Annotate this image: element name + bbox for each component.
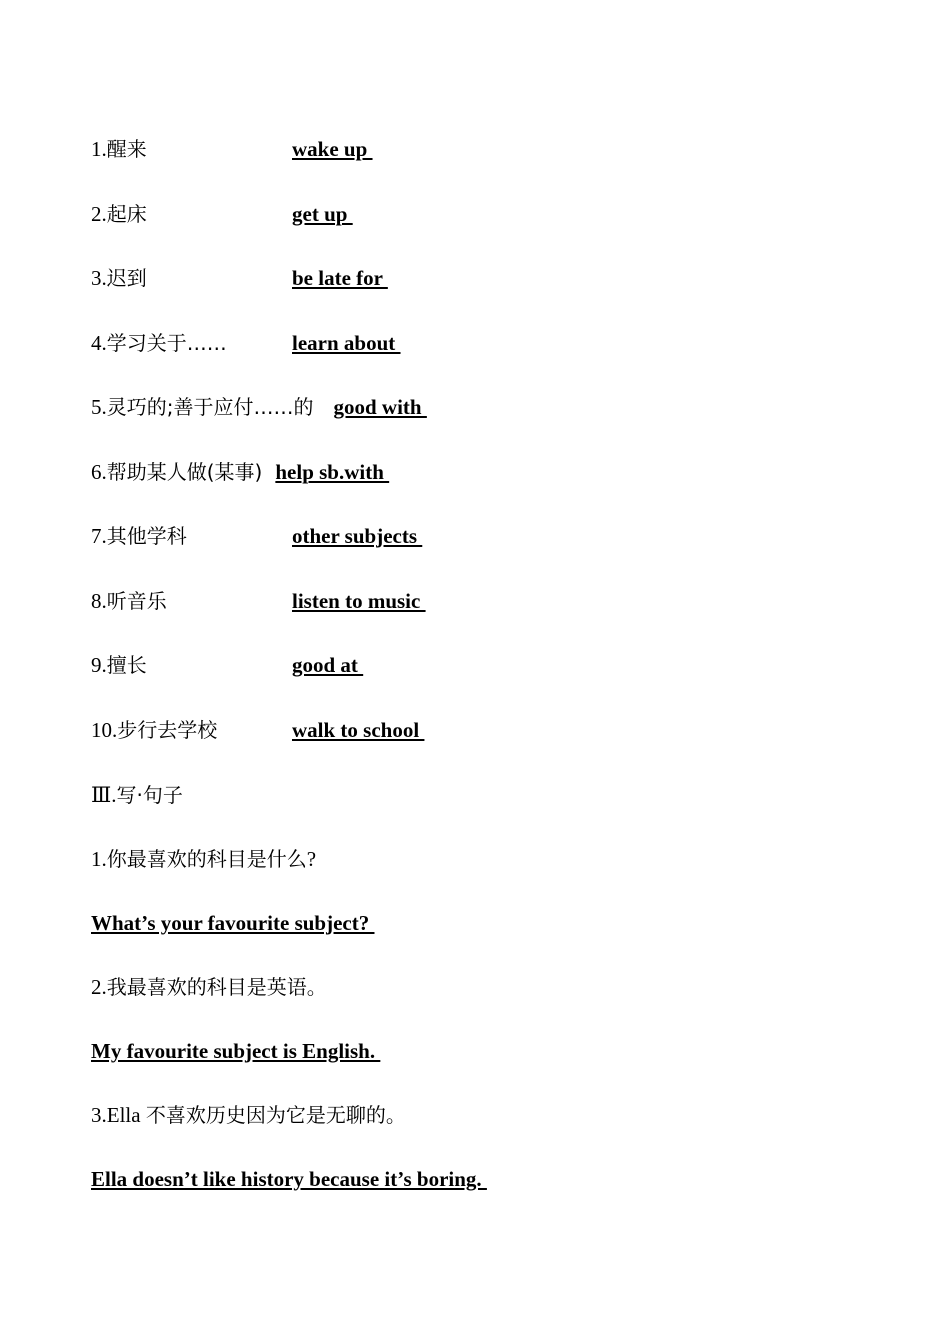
sentence-punctuation: ? <box>306 847 317 871</box>
phrase-answer: good with <box>333 395 427 419</box>
phrase-chinese <box>91 257 292 299</box>
phrase-chinese-text: 帮助某人做(某事) <box>106 459 263 484</box>
phrase-row <box>91 515 891 580</box>
phrase-chinese-text: 学习关于…… <box>106 330 227 355</box>
phrase-row <box>91 193 891 258</box>
phrase-number: 7. <box>91 524 107 548</box>
phrase-row <box>91 386 891 451</box>
section-number: Ⅲ. <box>91 783 117 807</box>
phrase-row <box>91 257 891 322</box>
phrase-chinese-text: 起床 <box>106 201 147 226</box>
sentence-chinese: 不喜欢历史因为它是无聊的。 <box>145 1103 406 1127</box>
sentence-answer: My favourite subject is English. <box>91 1039 381 1063</box>
phrase-answer: be late for <box>292 266 388 290</box>
phrase-chinese <box>91 322 292 364</box>
phrase-chinese <box>91 515 292 557</box>
section-heading <box>91 774 911 838</box>
section-title: 写·句子 <box>116 783 183 807</box>
phrase-number: 3. <box>91 266 107 290</box>
phrase-chinese <box>91 644 292 686</box>
phrase-answer: get up <box>292 201 353 226</box>
sentence-prompt <box>91 1094 911 1158</box>
phrase-chinese-text: 听音乐 <box>106 588 167 613</box>
phrase-answer: listen to music <box>292 588 426 613</box>
phrase-answer: wake up <box>292 137 373 161</box>
phrase-chinese-text: 其他学科 <box>106 524 187 548</box>
sentence-number: 1. <box>91 847 107 871</box>
phrase-chinese-text: 擅长 <box>106 653 147 677</box>
phrase-chinese-text: 醒来 <box>106 137 147 161</box>
phrase-list <box>91 128 891 773</box>
phrase-row <box>91 451 891 516</box>
phrase-number: 8. <box>91 588 107 613</box>
sentence-prompt <box>91 838 911 902</box>
phrase-chinese <box>91 451 262 493</box>
phrase-number: 5. <box>91 395 107 419</box>
phrase-answer: other subjects <box>292 524 423 548</box>
phrase-answer: good at <box>292 653 364 677</box>
sentence-number: 3.Ella <box>91 1103 146 1127</box>
phrase-chinese <box>91 709 292 751</box>
phrase-number: 10. <box>91 717 118 742</box>
phrase-chinese <box>91 580 292 622</box>
phrase-chinese <box>91 193 292 235</box>
phrase-chinese-text: 灵巧的;善于应付……的 <box>106 395 314 419</box>
sentence-section <box>91 774 911 1222</box>
phrase-answer: learn about <box>292 330 401 355</box>
sentence-prompt <box>91 966 911 1030</box>
phrase-chinese <box>91 128 292 170</box>
sentence-answer: Ella doesn’t like history because it’s boring. <box>91 1167 487 1191</box>
phrase-chinese <box>91 386 314 428</box>
phrase-number: 6. <box>91 459 107 484</box>
phrase-row <box>91 322 891 387</box>
phrase-chinese-text: 迟到 <box>106 266 147 290</box>
phrase-row <box>91 128 891 193</box>
phrase-answer: walk to school <box>292 717 425 742</box>
phrase-number: 4. <box>91 330 107 355</box>
phrase-row <box>91 580 891 645</box>
phrase-chinese-text: 步行去学校 <box>117 717 218 742</box>
sentence-answer: What’s your favourite subject? <box>91 911 375 935</box>
sentence-chinese: 我最喜欢的科目是英语。 <box>106 975 327 999</box>
phrase-number: 9. <box>91 653 107 677</box>
phrase-number: 2. <box>91 201 107 226</box>
sentence-number: 2. <box>91 975 107 999</box>
phrase-number: 1. <box>91 137 107 161</box>
phrase-answer: help sb.with <box>275 459 390 484</box>
phrase-row <box>91 709 891 774</box>
sentence-chinese: 你最喜欢的科目是什么 <box>106 847 307 871</box>
phrase-row <box>91 644 891 709</box>
